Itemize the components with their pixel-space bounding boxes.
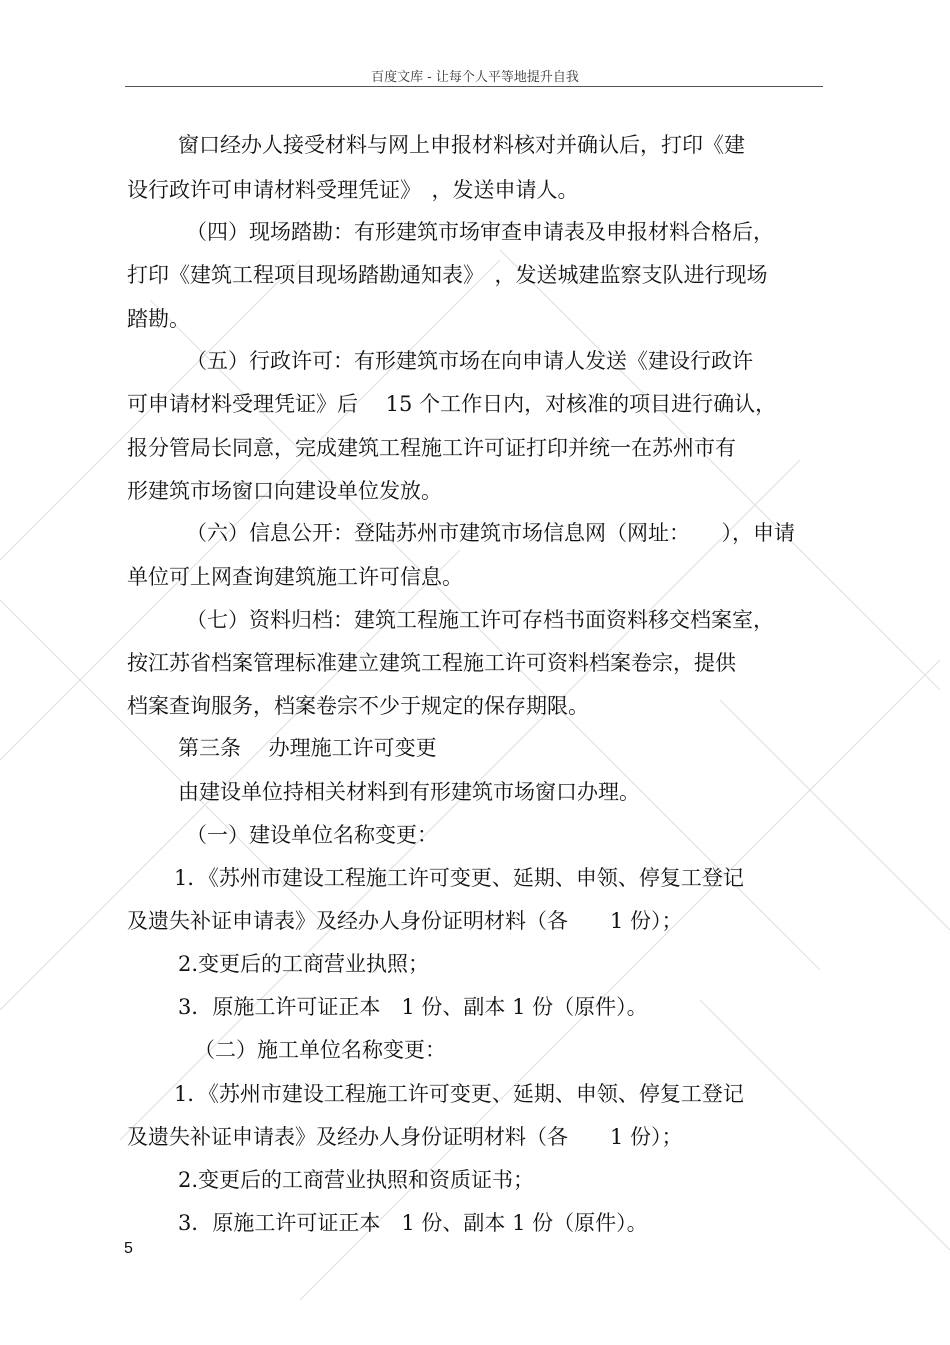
subsection-heading: （一）建设单位名称变更：: [186, 823, 438, 847]
list-item: 3．原施工许可证正本 1 份、副本 1 份（原件）。: [178, 1211, 648, 1235]
list-item: 1．《苏州市建设工程施工许可变更、延期、申领、停复工登记: [174, 1082, 744, 1106]
paragraph-line: 踏勘。: [127, 307, 190, 331]
list-item: 3．原施工许可证正本 1 份、副本 1 份（原件）。: [178, 995, 648, 1019]
list-item: 2.变更后的工商营业执照；: [178, 952, 430, 976]
paragraph-line: 窗口经办人接受材料与网上申报材料核对并确认后，打印《建: [178, 133, 745, 157]
section-heading: 第三条 办理施工许可变更: [178, 736, 437, 760]
list-item-continuation: 及遗失补证申请表》及经办人身份证明材料（各 1 份）；: [127, 1125, 683, 1149]
paragraph-line: 设行政许可申请材料受理凭证》 ，发送申请人。: [127, 178, 579, 202]
list-item: 2.变更后的工商营业执照和资质证书；: [178, 1168, 535, 1192]
paragraph-line: 报分管局长同意，完成建筑工程施工许可证打印并统一在苏州市有: [127, 436, 736, 460]
paragraph-line: 单位可上网查询建筑施工许可信息。: [127, 565, 463, 589]
page-header: 百度文库 - 让每个人平等地提升自我: [371, 70, 579, 85]
paragraph-line: （六）信息公开：登陆苏州市建筑市场信息网（网址： ），申请: [186, 521, 795, 545]
paragraph-line: （七）资料归档：建筑工程施工许可存档书面资料移交档案室，: [186, 608, 774, 632]
paragraph-line: 按江苏省档案管理标准建立建筑工程施工许可资料档案卷宗，提供: [127, 651, 736, 675]
paragraph-line: （五）行政许可：有形建筑市场在向申请人发送《建设行政许: [186, 349, 753, 373]
paragraph-line: 形建筑市场窗口向建设单位发放。: [127, 479, 442, 503]
list-item: 1．《苏州市建设工程施工许可变更、延期、申领、停复工登记: [174, 866, 744, 890]
paragraph-line: 打印《建筑工程项目现场踏勘通知表》 ，发送城建监察支队进行现场: [127, 263, 768, 287]
paragraph-line: （四）现场踏勘：有形建筑市场审查申请表及申报材料合格后，: [186, 220, 774, 244]
paragraph-line: 档案查询服务，档案卷宗不少于规定的保存期限。: [127, 694, 589, 718]
paragraph-line: 由建设单位持相关材料到有形建筑市场窗口办理。: [178, 780, 640, 804]
page-number: 5: [124, 1240, 133, 1257]
list-item-continuation: 及遗失补证申请表》及经办人身份证明材料（各 1 份）；: [127, 909, 683, 933]
subsection-heading: （二）施工单位名称变更：: [194, 1038, 446, 1062]
paragraph-line: 可申请材料受理凭证》后 15 个工作日内，对核准的项目进行确认，: [127, 392, 777, 416]
